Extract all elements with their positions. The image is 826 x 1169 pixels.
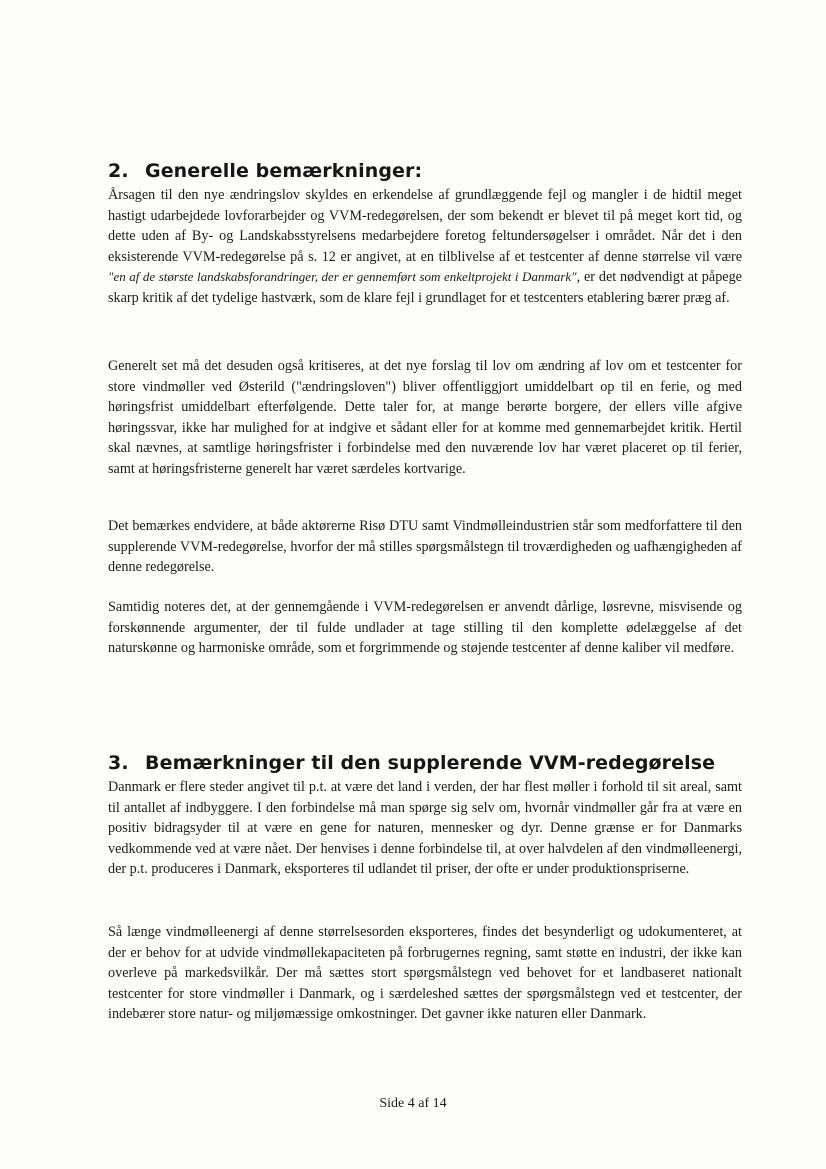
section-3-paragraph-2: Så længe vindmølleenergi af denne størrelsesorden eksporteres, findes det besynderligt og udokumenteret, at der er behov for at udvide vindmøllekapaciteten på forbrugernes regning, samt støtte en industri, der ikke kan overleve på markedsvilkår. Der må sættes stort spørgsmålstegn ved behovet for et landbaseret nationalt testcenter for store vindmøller i Danmark, og i særdeleshed sættes der spørgsmålstegn ved et testcenter, der indebærer store natur- og miljømæssige omkostninger. Det gavner ikke naturen eller Danmark. [108,924,742,1023]
section-2-paragraph-1-text-a: Årsagen til den nye ændringslov skyldes en erkendelse af grundlæggende fejl og mangler i de hidtil meget hastigt udarbejdede lovforarbejder og VVM-redegørelsen, der som bekendt er blevet til på meget kort tid, og dette uden af By- og Landskabsstyrelsens medarbejdere foretog feltundersøgelser i området. Når det i den eksisterende VVM-redegørelse på s. 12 er angivet, at en tilblivelse af et testcenter af denne størrelse vil være [108,187,742,265]
section-3-paragraph-1: Danmark er flere steder angivet til p.t. at være det land i verden, der har flest møller i forhold til sit areal, samt til antallet af indbyggere. I den forbindelse må man spørge sig selv om, hvornår vindmøller går fra at være en positiv bidragsyder til at være en gene for naturen, mennesker og dyr. Denne grænse er for Danmarks vedkommende ved at være nået. Der henvises i denne forbindelse til, at over halvdelen af den vindmølleenergi, der p.t. produceres i Danmark, eksporteres til udlandet til priser, der ofte er under produktionspriserne. [108,779,742,878]
section-2-paragraph-2: Generelt set må det desuden også kritiseres, at det nye forslag til lov om ændring af lov om et testcenter for store vindmøller ved Østerild ("ændringsloven") bliver offentliggjort umiddelbart op til en ferie, og med høringsfrist umiddelbart efterfølgende. Dette taler for, at mange berørte borgere, der ellers ville afgive høringssvar, ikke har mulighed for at indgive et sådant eller for at komme med gennemarbejdet kritik. Hertil skal nævnes, at samtlige høringsfrister i forbindelse med den nuværende lov har været placeret op til ferier, samt at høringsfristerne generelt har været særdeles kortvarige. [108,358,742,477]
section-2-paragraph-1-text-b: , er det nødvendigt at påpege skarp kritik af det tydelige hastværk, som de klare fejl i grundlaget for et testcenters etablering bærer præg af. [108,269,742,306]
section-3-number: 3. [108,752,129,774]
section-2-paragraph-3: Det bemærkes endvidere, at både aktørerne Risø DTU samt Vindmølleindustrien står som medforfattere til den supplerende VVM-redegørelse, hvorfor der må stilles spørgsmålstegn til troværdigheden og uafhængigheden af denne redegørelse. [108,518,742,576]
section-2-number: 2. [108,160,129,182]
section-2-heading [108,160,422,182]
page-number-footer: Side 4 af 14 [379,1096,447,1111]
section-2-paragraph-1 [108,185,742,309]
section-2-paragraph-4: Samtidig noteres det, at der gennemgående i VVM-redegørelsen er anvendt dårlige, løsrevne, misvisende og forskønnende argumenter, der til fulde undlader at tage stilling til den komplette ødelæggelse af det naturskønne og harmoniske område, som et forgrimmende og støjende testcenter af denne kaliber vil medføre. [108,599,742,657]
section-3-title: Bemærkninger til den supplerende VVM-redegørelse [145,752,716,774]
section-2-title: Generelle bemærkninger: [145,160,423,182]
section-2-paragraph-1-quote: "en af de største landskabsforandringer, der er gennemført som enkeltprojekt i Danmark" [108,269,577,285]
section-3-heading [108,752,715,774]
